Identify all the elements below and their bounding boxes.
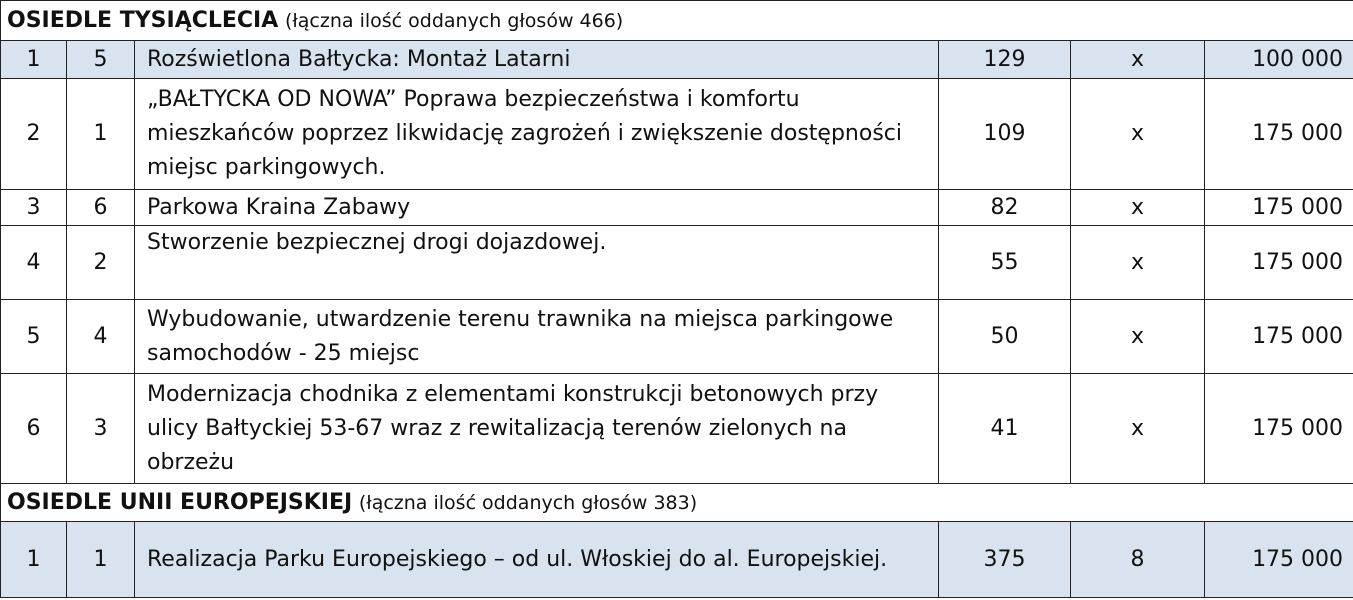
mark-cell: x (1071, 41, 1205, 79)
table-row (1, 300, 1353, 374)
table-row (1, 522, 1353, 598)
votes-cell: 375 (939, 522, 1071, 598)
project-number-cell: 1 (67, 79, 135, 190)
section-name: OSIEDLE TYSIĄCLECIA (7, 8, 279, 33)
votes-cell: 50 (939, 300, 1071, 374)
project-title-cell: „BAŁTYCKA OD NOWA” Poprawa bezpieczeństwa i komfortu mieszkańców poprzez likwidację zagrożeń i zwiększenie dostępności miejsc parkingowych. (135, 79, 939, 190)
amount-cell: 175 000 (1205, 190, 1353, 226)
votes-cell: 129 (939, 41, 1071, 79)
table-row (1, 79, 1353, 190)
mark-cell: x (1071, 190, 1205, 226)
mark-cell: x (1071, 300, 1205, 374)
mark-cell: x (1071, 374, 1205, 484)
rank-cell: 4 (1, 226, 67, 300)
section-vote-total: (łączna ilość oddanych głosów 466) (284, 10, 624, 32)
votes-cell: 41 (939, 374, 1071, 484)
amount-cell: 175 000 (1205, 79, 1353, 190)
rank-cell: 1 (1, 522, 67, 598)
table-row (1, 41, 1353, 79)
project-title-cell: Stworzenie bezpiecznej drogi dojazdowej. (135, 226, 939, 300)
amount-cell: 100 000 (1205, 41, 1353, 79)
amount-cell: 175 000 (1205, 374, 1353, 484)
rank-cell: 5 (1, 300, 67, 374)
project-number-cell: 4 (67, 300, 135, 374)
rank-cell: 3 (1, 190, 67, 226)
rank-cell: 6 (1, 374, 67, 484)
rank-cell: 2 (1, 79, 67, 190)
section-name: OSIEDLE UNII EUROPEJSKIEJ (7, 490, 353, 515)
votes-cell: 109 (939, 79, 1071, 190)
project-number-cell: 6 (67, 190, 135, 226)
table-row (1, 226, 1353, 300)
table-row (1, 374, 1353, 484)
rank-cell: 1 (1, 41, 67, 79)
project-title-cell: Modernizacja chodnika z elementami konstrukcji betonowych przy ulicy Bałtyckiej 53-67 wraz z rewitalizacją terenów zielonych na obrzeżu (135, 374, 939, 484)
project-number-cell: 3 (67, 374, 135, 484)
project-title-cell: Wybudowanie, utwardzenie terenu trawnika na miejsca parkingowe samochodów - 25 miejsc (135, 300, 939, 374)
table-row (1, 190, 1353, 226)
project-number-cell: 2 (67, 226, 135, 300)
votes-cell: 55 (939, 226, 1071, 300)
project-title-cell: Realizacja Parku Europejskiego – od ul. Włoskiej do al. Europejskiej. (135, 522, 939, 598)
project-number-cell: 5 (67, 41, 135, 79)
amount-cell: 175 000 (1205, 226, 1353, 300)
mark-cell: x (1071, 226, 1205, 300)
votes-cell: 82 (939, 190, 1071, 226)
section-vote-total: (łączna ilość oddanych głosów 383) (358, 492, 698, 514)
mark-cell: 8 (1071, 522, 1205, 598)
section-header (1, 484, 1353, 522)
section-header-cell (1, 1, 1353, 41)
amount-cell: 175 000 (1205, 300, 1353, 374)
mark-cell: x (1071, 79, 1205, 190)
section-header (1, 1, 1353, 41)
amount-cell: 175 000 (1205, 522, 1353, 598)
project-title-cell: Rozświetlona Bałtycka: Montaż Latarni (135, 41, 939, 79)
section-header-cell (1, 484, 1353, 522)
project-title-cell: Parkowa Kraina Zabawy (135, 190, 939, 226)
project-number-cell: 1 (67, 522, 135, 598)
